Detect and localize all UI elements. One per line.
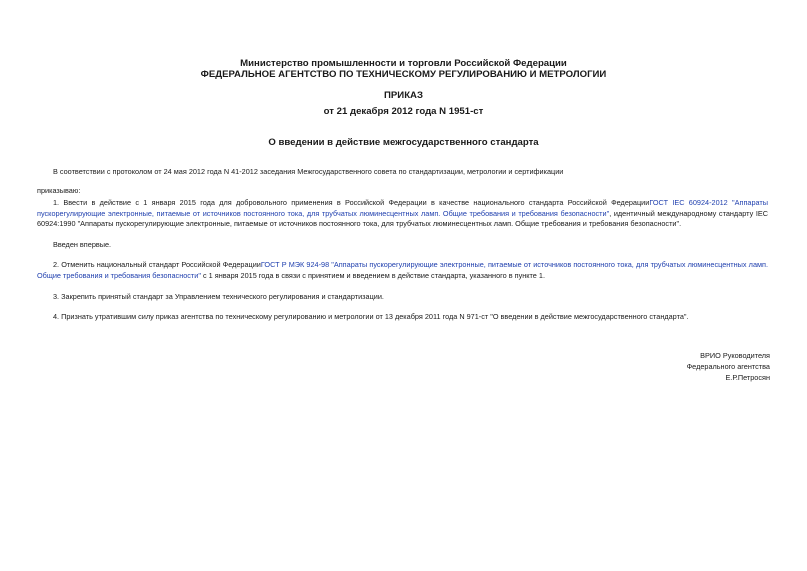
document-subject: О введении в действие межгосударственного стандарта bbox=[268, 137, 539, 148]
intro-paragraph: В соответствии с протоколом от 24 мая 2012 года N 41-2012 заседания Межгосударственного совета по стандартизации, метрологии и сертификации bbox=[53, 167, 564, 176]
ministry-name: Министерство промышленности и торговли Российской Федерации bbox=[240, 58, 567, 69]
agency-name: ФЕДЕРАЛЬНОЕ АГЕНТСТВО ПО ТЕХНИЧЕСКОМУ РЕГУЛИРОВАНИЮ И МЕТРОЛОГИИ bbox=[200, 69, 607, 80]
document-date-number: от 21 декабря 2012 года N 1951-ст bbox=[323, 106, 484, 117]
signature-title: ВРИО Руководителя bbox=[700, 351, 770, 360]
item-1-standard-link[interactable]: ГОСТ IEC 60924-2012 "Аппараты пускорегулирующие электронные, питаемые от источников постоянного тока, для трубчатых люминесцентных ламп. Общие требования и требования безопасности" bbox=[37, 198, 768, 218]
item-2-paragraph bbox=[37, 260, 768, 281]
signature-block bbox=[687, 351, 770, 383]
document-type: ПРИКАЗ bbox=[384, 90, 423, 101]
signature-name: Е.Р.Петросян bbox=[725, 372, 770, 382]
item-1-suffix: , идентичный международному стандарту IEC 60924:1990 "Аппараты пускорегулирующие электронные, питаемые от источников постоянного тока, для трубчатых люминесцентных ламп. Общие требования и требования безопасности". bbox=[37, 208, 768, 229]
item-2-prefix: 2. Отменить национальный стандарт Российской Федерации bbox=[53, 260, 261, 269]
item-4-paragraph: 4. Признать утратившим силу приказ агентства по техническому регулированию и метрологии от 13 декабря 2011 года N 971-ст "О введении в действие межгосударственного стандарта". bbox=[53, 312, 689, 321]
order-word: приказываю: bbox=[37, 186, 81, 195]
item-3-paragraph: 3. Закрепить принятый стандарт за Управлением технического регулирования и стандартизации. bbox=[53, 292, 384, 301]
item-1-paragraph bbox=[37, 198, 768, 230]
item-1-prefix: 1. Ввести в действие с 1 января 2015 года для добровольного применения в Российской Федерации в качестве национального стандарта Российской Федерации bbox=[53, 198, 650, 207]
item-2-suffix: с 1 января 2015 года в связи с принятием и введением в действие стандарта, указанного в пункте 1. bbox=[200, 270, 545, 280]
introduced-first-note: Введен впервые. bbox=[53, 240, 112, 249]
signature-organization: Федерального агентства bbox=[686, 361, 770, 371]
item-2-standard-link[interactable]: ГОСТ Р МЭК 924-98 "Аппараты пускорегулирующие электронные, питаемые от источников постоянного тока, для трубчатых люминесцентных ламп. Общие требования и требования безопасности" bbox=[37, 260, 768, 280]
